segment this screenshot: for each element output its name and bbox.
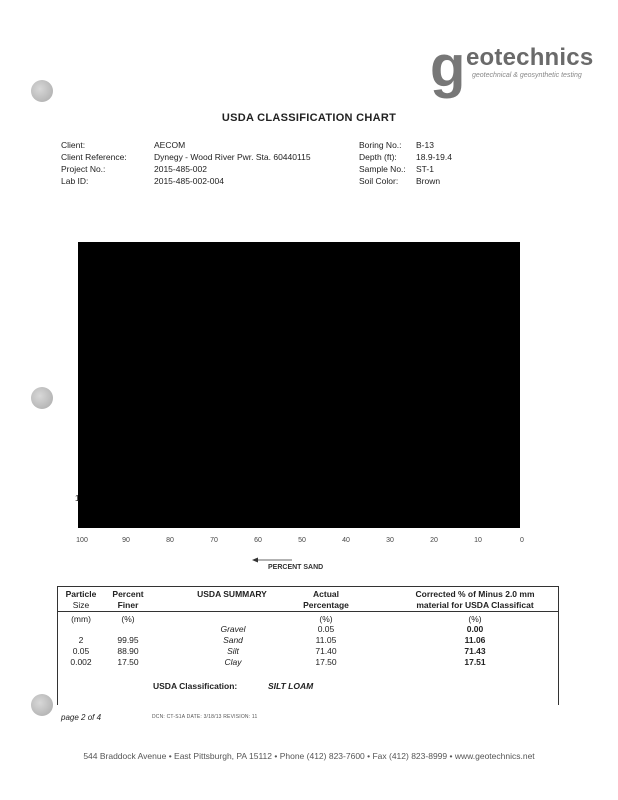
xtick: 20 [430, 537, 438, 544]
sand-finer: 99.95 [117, 635, 139, 645]
sand-size: 2 [78, 635, 84, 645]
chart-left-label: 1 [75, 494, 80, 503]
lab-id-label: Lab ID: [61, 176, 89, 186]
xtick: 50 [298, 537, 306, 544]
info-left-labels [61, 139, 127, 187]
project-no-label: Project No.: [61, 164, 106, 174]
gravel-actual: 0.05 [317, 624, 335, 634]
logo-word: eotechnics [466, 44, 594, 71]
arrow-left-icon [252, 557, 292, 563]
lab-id-value: 2015-485-002-004 [154, 176, 224, 186]
page-number: page 2 of 4 [61, 713, 102, 722]
sample-no-value: ST-1 [416, 164, 434, 174]
unit-size: (mm) [71, 614, 91, 624]
xtick: 90 [122, 537, 130, 544]
classification-label: USDA Classification: [153, 681, 238, 691]
silt-finer: 88.90 [117, 646, 139, 656]
header-corrected: Corrected % of Minus 2.0 mm [415, 589, 535, 599]
soil-color-label: Soil Color: [359, 176, 399, 186]
info-right-values [416, 139, 452, 187]
clay-corrected: 17.51 [464, 657, 486, 667]
x-axis-label: PERCENT SAND [268, 564, 324, 571]
clay-actual: 17.50 [315, 657, 337, 667]
clay-finer: 17.50 [117, 657, 139, 667]
boring-no-value: B-13 [416, 140, 434, 150]
sand-name: Sand [223, 635, 243, 645]
unit-actual: (%) [319, 614, 333, 624]
xtick: 10 [474, 537, 482, 544]
logo-tagline: geotechnical & geosynthetic testing [472, 72, 582, 79]
xtick: 30 [386, 537, 394, 544]
header-finer: Finer [117, 600, 139, 610]
header-particle: Particle [65, 589, 97, 599]
client-label: Client: [61, 140, 86, 150]
info-right-labels [359, 139, 406, 187]
depth-value: 18.9-19.4 [416, 152, 452, 162]
client-reference-label: Client Reference: [61, 152, 127, 162]
depth-label: Depth (ft): [359, 152, 397, 162]
xtick: 0 [520, 537, 524, 544]
client-value: AECOM [154, 140, 186, 150]
clay-size: 0.002 [70, 657, 92, 667]
punch-hole-middle [31, 387, 53, 409]
silt-corrected: 71.43 [464, 646, 486, 656]
xtick: 60 [254, 537, 262, 544]
punch-hole-bottom [31, 694, 53, 716]
xtick: 70 [210, 537, 218, 544]
gravel-corrected: 0.00 [466, 624, 484, 634]
clay-name: Clay [224, 657, 242, 667]
header-actual: Actual [313, 589, 339, 599]
silt-name: Silt [227, 646, 239, 656]
boring-no-label: Boring No.: [359, 140, 402, 150]
soil-color-value: Brown [416, 176, 441, 186]
gravel-name: Gravel [220, 624, 246, 634]
client-reference-value: Dynegy - Wood River Pwr. Sta. 60440115 [154, 152, 311, 162]
xtick: 100 [76, 537, 88, 544]
silt-actual: 71.40 [315, 646, 337, 656]
sand-corrected: 11.06 [464, 635, 486, 645]
page-title: USDA CLASSIFICATION CHART [221, 112, 397, 124]
header-percent: Percent [112, 589, 144, 599]
header-corrected-sub: material for USDA Classificat [416, 600, 534, 610]
xtick: 40 [342, 537, 350, 544]
xtick: 80 [166, 537, 174, 544]
header-divider [58, 611, 558, 612]
sample-no-label: Sample No.: [359, 164, 406, 174]
company-address: 544 Braddock Avenue • East Pittsburgh, PA 15112 • Phone (412) 823-7600 • Fax (412) 823-8999 • www.geotechnics.net [83, 751, 535, 761]
info-left-values [154, 139, 311, 187]
sand-actual: 11.05 [315, 635, 337, 645]
silt-size: 0.05 [72, 646, 90, 656]
header-size: Size [72, 600, 90, 610]
punch-hole-top [31, 80, 53, 102]
unit-finer: (%) [121, 614, 135, 624]
geotechnics-logo [430, 34, 594, 100]
project-no-value: 2015-485-002 [154, 164, 207, 174]
document-control: DCN: CT-S1A DATE: 3/18/13 REVISION: 11 [152, 714, 258, 720]
header-usda-summary: USDA SUMMARY [197, 589, 267, 599]
usda-triangle-chart [78, 242, 520, 528]
unit-corrected: (%) [468, 614, 482, 624]
classification-value: SILT LOAM [268, 681, 314, 691]
header-percentage: Percentage [303, 600, 349, 610]
logo-mark: g [430, 34, 466, 99]
